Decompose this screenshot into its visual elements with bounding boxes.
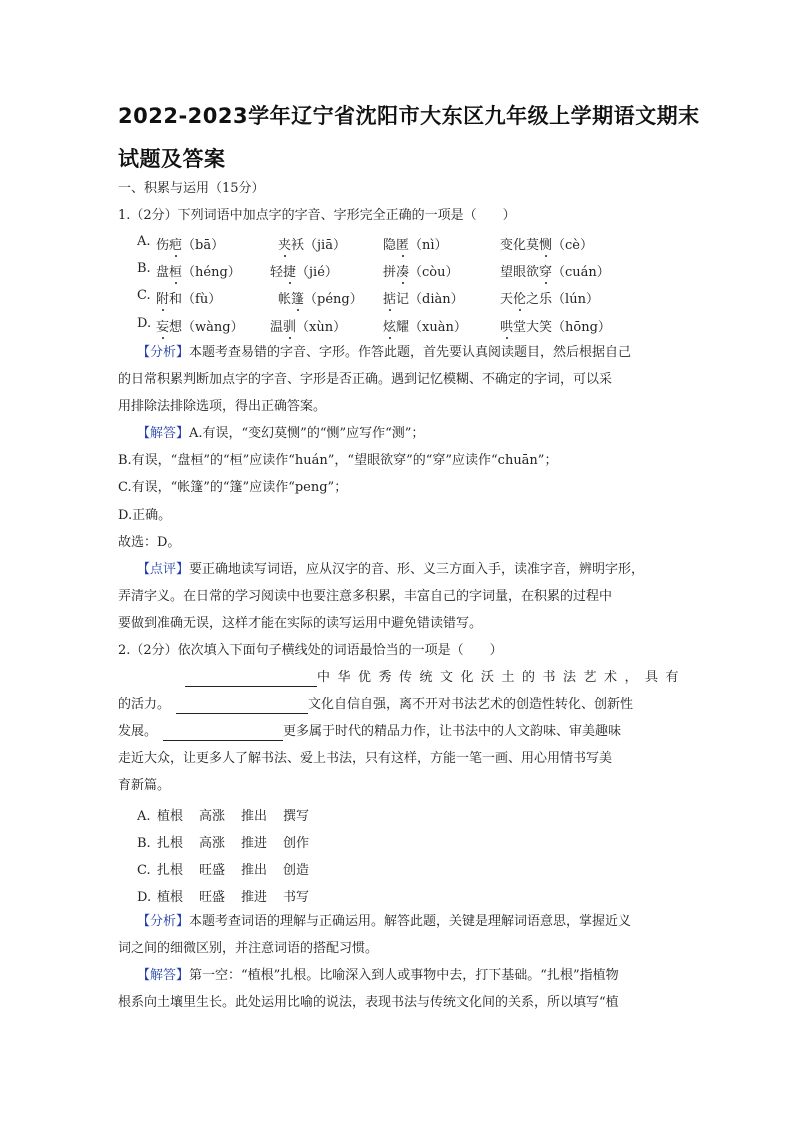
q2-option-word: 推进	[241, 836, 268, 851]
fill-blank-3	[163, 726, 283, 741]
q1-option-item: 夹袄（jiā）	[278, 238, 346, 253]
analysis-tag: 【分析】	[137, 914, 190, 929]
emphasis-dot-char: 驯	[283, 320, 297, 335]
emphasis-dot-char: 恻	[539, 238, 553, 253]
q1-option-item: 温驯（xùn）	[270, 320, 347, 335]
emphasis-dot-char: 篷	[291, 292, 305, 307]
q2-option-word: 扎根	[157, 863, 184, 878]
q2-option-word: 旺盛	[199, 863, 226, 878]
q1-option-item: 望眼欲穿（cuán）	[500, 265, 610, 280]
q2-passage-line-4: 走近大众，让更多人了解书法、爱上书法，只有这样，方能一笔一画、用心用情书写美	[118, 751, 613, 766]
answer-tag: 【解答】	[137, 426, 190, 441]
q1-comment-line-3: 要做到准确无误，这样才能在实际的读写运用中避免错读错写。	[118, 616, 483, 631]
q2-option: D. 植根 旺盛 推进 书写	[137, 886, 325, 905]
q2-passage-line-1: 中华优秀传统文化沃土的书法艺术，具有	[185, 669, 686, 687]
q2-option: A. 植根 高涨 推出 撰写	[137, 805, 325, 824]
q1-analysis-line-1: 【分析】本题考查易错的字音、字形。作答此题，首先要认真阅读题目，然后根据自己	[137, 345, 632, 360]
q1-option-item: 变化莫恻（cè）	[500, 238, 594, 253]
q2-answer-line-2: 根系向土壤里生长。此处运用比喻的说法，表现书法与传统文化间的关系，所以填写“植	[118, 995, 619, 1010]
emphasis-dot-char: 伦	[513, 292, 527, 307]
q2-option-word: 旺盛	[199, 890, 226, 905]
q2-option-word: 创作	[283, 836, 310, 851]
q1-option-item: 伤疤（bā）	[156, 238, 225, 253]
q1-option-item: 天伦之乐（lún）	[500, 292, 599, 307]
q1-stem: 1.（2分）下列词语中加点字的字音、字形完全正确的一项是（ ）	[118, 208, 516, 223]
fill-blank-1	[185, 672, 317, 687]
q1-option-item: 隐匿（nì）	[383, 238, 448, 253]
q1-option-item: 帐篷（péng）	[278, 292, 363, 307]
emphasis-dot-char: 炫	[383, 320, 397, 335]
q2-option-word: 高涨	[199, 836, 226, 851]
q2-option-word: 扎根	[157, 836, 184, 851]
emphasis-dot-char: 掂	[383, 292, 397, 307]
q2-option-word: 植根	[157, 890, 184, 905]
comment-tag: 【点评】	[137, 562, 190, 577]
q2-passage-line-3: 发展。 更多属于时代的精品力作，让书法中的人文韵味、审美趣味	[118, 724, 622, 739]
analysis-tag: 【分析】	[137, 345, 190, 360]
q1-option-item: 附和（fù）	[156, 292, 222, 307]
q1-option-item: 轻捷（jié）	[270, 265, 338, 280]
q2-option-word: 推进	[241, 890, 268, 905]
q2-option-word: 创造	[283, 863, 310, 878]
q1-answer-line-3: C.有误，“帐篷”的“篷”应读作“peng”；	[118, 480, 348, 495]
q1-analysis-line-3: 用排除法排除选项，得出正确答案。	[118, 399, 327, 414]
q2-option: C. 扎根 旺盛 推出 创造	[137, 859, 325, 878]
emphasis-dot-char: 穿	[539, 265, 553, 280]
emphasis-dot-char: 凑	[396, 265, 410, 280]
q2-answer-line-1: 【解答】第一空：“植根”扎根。比喻深入到人或事物中去，打下基础。“扎根”指植物	[137, 968, 619, 983]
emphasis-dot-char: 匿	[396, 238, 410, 253]
fill-blank-2	[176, 699, 308, 714]
q1-option-item: 哄堂大笑（hōng）	[500, 320, 611, 335]
q2-option-word: 撰写	[283, 809, 310, 824]
q1-answer-line-4: D.正确。	[118, 508, 172, 523]
emphasis-dot-char: 附	[156, 292, 170, 307]
q2-analysis-line-2: 词之间的细微区别，并注意词语的搭配习惯。	[118, 941, 379, 956]
document-title-line-1: 2022-2023学年辽宁省沈阳市大东区九年级上学期语文期末	[118, 104, 700, 128]
emphasis-dot-char: 夹	[278, 238, 292, 253]
q1-analysis-line-2: 的日常积累判断加点字的字音、字形是否正确。遇到记忆模糊、不确定的字词，可以采	[118, 372, 613, 387]
q1-option-item: 盘桓（héng）	[156, 265, 241, 280]
q1-answer-line-5: 故选：D。	[118, 535, 181, 550]
q1-option-label: C.	[137, 288, 151, 303]
q2-option-word: 书写	[283, 890, 310, 905]
q1-option-item: 妄想（wàng）	[156, 320, 244, 335]
q1-option-label: D.	[137, 316, 152, 331]
q2-passage-line-5: 育新篇。	[118, 778, 171, 793]
q2-passage-line-2: 的活力。 文化自信自强，离不开对书法艺术的创造性转化、创新性	[118, 697, 634, 712]
q1-comment-line-1: 【点评】要正确地读写词语，应从汉字的音、形、义三方面入手，读准字音，辨明字形，	[137, 562, 645, 577]
q1-comment-line-2: 弄清字义。在日常的学习阅读中也要注意多积累，丰富自己的字词量，在积累的过程中	[118, 589, 613, 604]
q1-option-item: 拼凑（còu）	[383, 265, 459, 280]
emphasis-dot-char: 桓	[169, 265, 183, 280]
q1-option-label: B.	[137, 261, 151, 276]
q1-option-label: A.	[137, 234, 151, 249]
section-heading: 一、积累与运用（15分）	[118, 181, 265, 196]
q2-option-word: 高涨	[199, 809, 226, 824]
q2-analysis-line-1: 【分析】本题考查词语的理解与正确运用。解答此题，关键是理解词语意思，掌握近义	[137, 914, 632, 929]
answer-tag: 【解答】	[137, 968, 190, 983]
q1-answer-line-2: B.有误，“盘桓”的“桓”应读作“huán”，“望眼欲穿”的“穿”应读作“chuān”；	[118, 453, 558, 468]
document-title-line-2: 试题及答案	[118, 147, 226, 171]
q2-stem: 2.（2分）依次填入下面句子横线处的词语最恰当的一项是（ ）	[118, 643, 503, 658]
q2-option-word: 推出	[241, 809, 268, 824]
q1-option-item: 掂记（diàn）	[383, 292, 464, 307]
q1-answer-line-1: 【解答】A.有误，“变幻莫恻”的“恻”应写作“测”；	[137, 426, 425, 441]
emphasis-dot-char: 捷	[283, 265, 297, 280]
q2-option-word: 推出	[241, 863, 268, 878]
q2-option: B. 扎根 高涨 推进 创作	[137, 832, 325, 851]
emphasis-dot-char: 哄	[500, 320, 514, 335]
q2-option-word: 植根	[157, 809, 184, 824]
emphasis-dot-char: 妄	[156, 320, 170, 335]
q1-option-item: 炫耀（xuàn）	[383, 320, 467, 335]
emphasis-dot-char: 疤	[169, 238, 183, 253]
